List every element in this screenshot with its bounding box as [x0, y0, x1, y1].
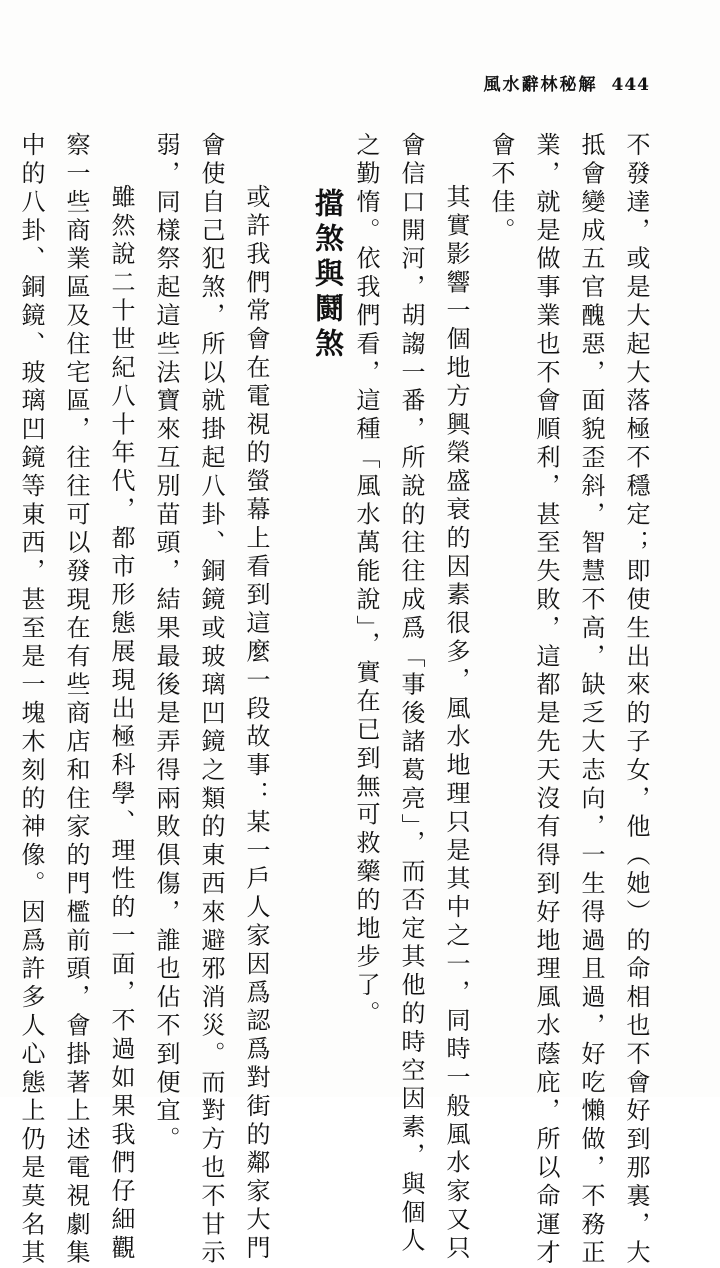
page-number: 444 — [611, 75, 650, 95]
text-column: 會使自己犯煞，所以就掛起八卦、銅鏡或玻璃凹鏡之類的東西來避邪消災。而對方也不甘示 — [197, 132, 225, 1268]
text-column: 其實影響一個地方興榮盛衰的因素很多，風水地理只是其中之一，同時一般風水家又只 — [442, 184, 470, 1264]
text-column: 會信口開河，胡謅一番，所說的往往成爲「事後諸葛亮」，而否定其他的時空因素，與個人 — [397, 132, 425, 1256]
text-column: 業，就是做事業也不會順利，甚至失敗，這都是先天沒有得到好地理風水蔭庇，所以命運才 — [532, 132, 560, 1268]
text-column: 雖然說二十世紀八十年代，都市形態展現出極科學、理性的一面，不過如果我們仔細觀 — [107, 184, 135, 1264]
text-column: 之勤惰。依我們看，這種「風水萬能說」，實在已到無可救藥的地步了。 — [352, 132, 380, 1029]
text-column: 弱，同樣祭起這些法寶來互別苗頭，結果最後是弄得兩敗俱傷，誰也佔不到便宜。 — [152, 132, 180, 1155]
section-heading: 擋煞與鬪煞 — [311, 188, 345, 363]
text-column: 或許我們常會在電視的螢幕上看到這麼一段故事：某一戶人家因爲認爲對街的鄰家大門 — [242, 184, 270, 1264]
text-column: 會不佳。 — [487, 132, 515, 246]
text-column: 察一些商業區及住宅區，往往可以發現在有些商店和住家的門檻前頭，會掛著上述電視劇集 — [62, 132, 90, 1268]
text-column: 不發達，或是大起大落極不穩定；即使生出來的子女，他（她）的命相也不會好到那裏，大 — [622, 132, 650, 1268]
book-title: 風水辭林秘解 — [483, 75, 598, 95]
running-header — [484, 70, 651, 95]
text-column: 中的八卦、銅鏡、玻璃凹鏡等東西，甚至是一塊木刻的神像。因爲許多人心態上仍是莫名其 — [17, 132, 45, 1268]
text-column: 抵會變成五官醜惡，面貌歪斜，智慧不高，缺乏大志向，一生得過且過，好吃懶做，不務正 — [577, 132, 605, 1268]
